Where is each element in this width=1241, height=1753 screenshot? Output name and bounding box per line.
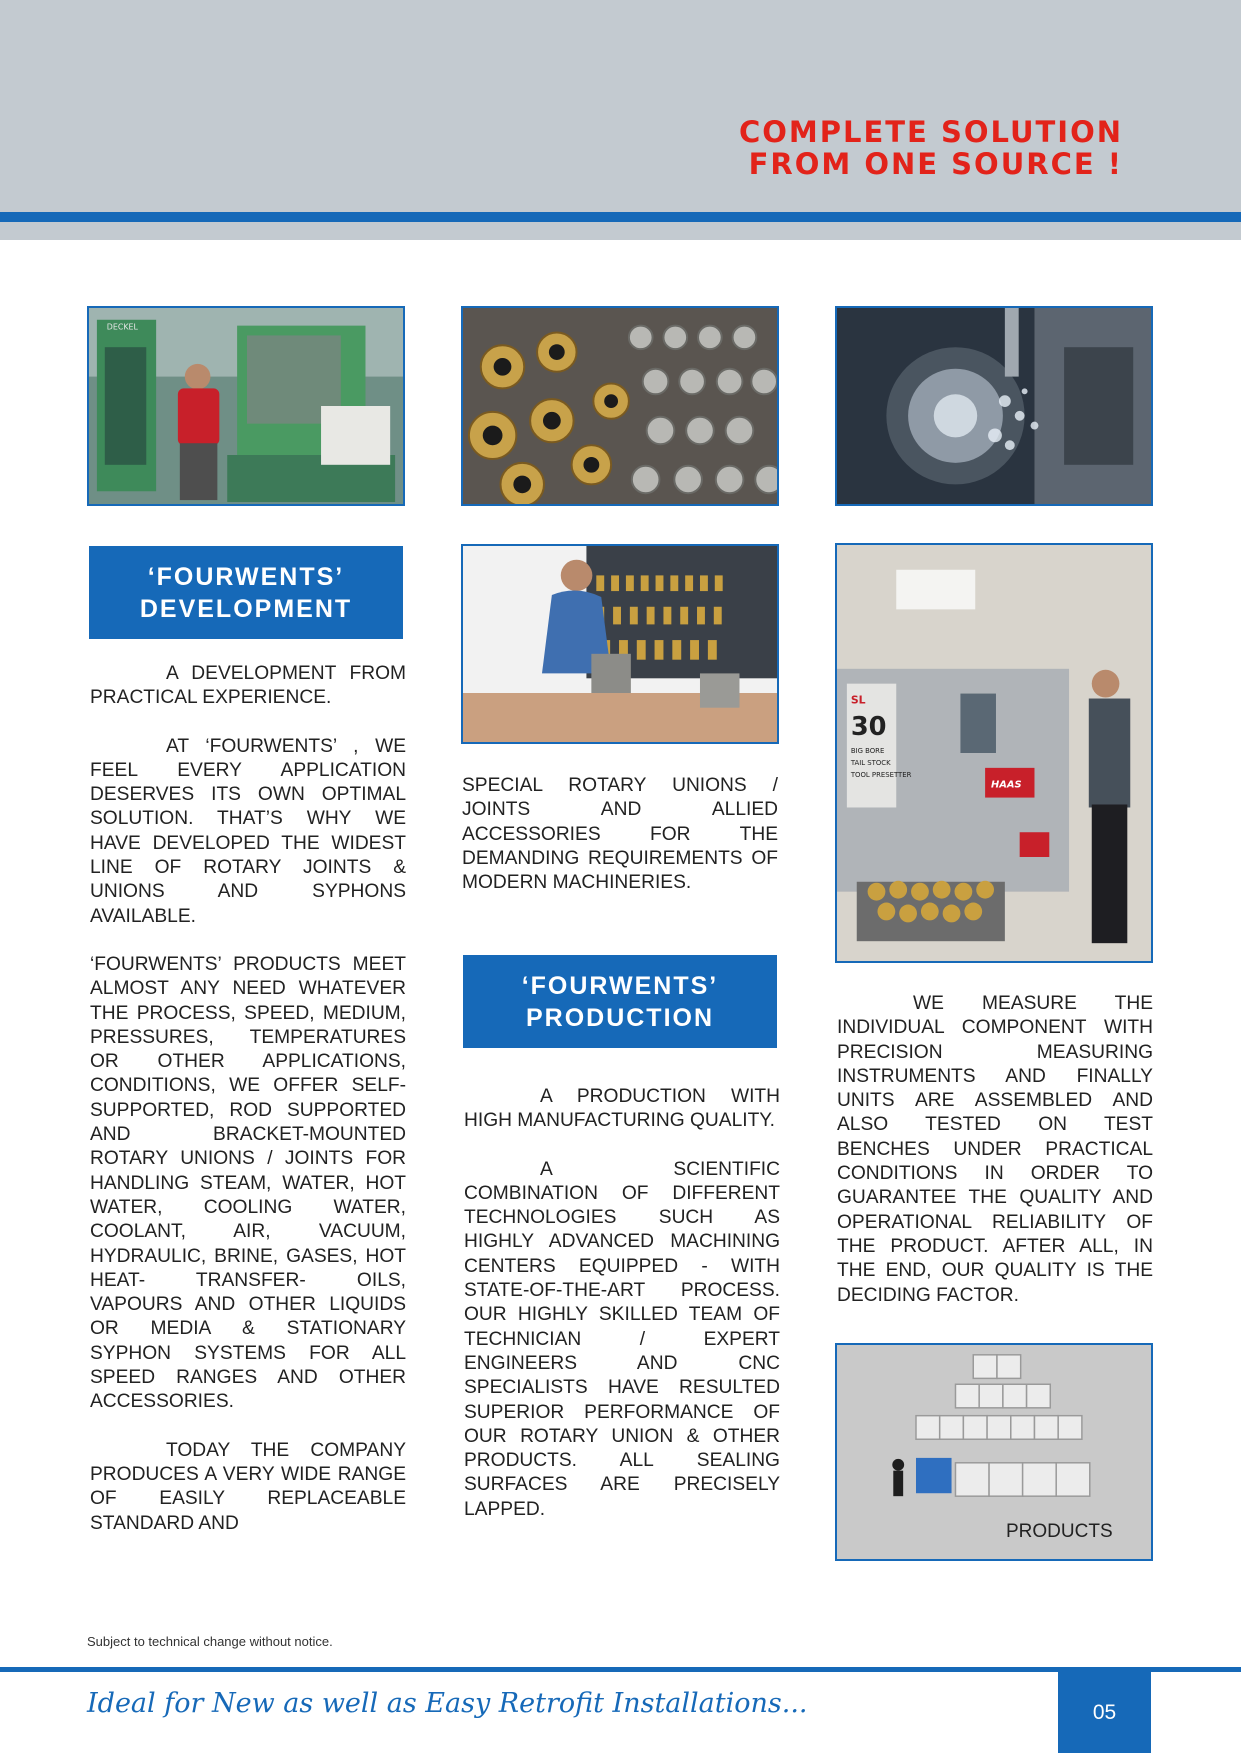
quality-paragraph: WE MEASURE THE INDIVIDUAL COMPONENT WITH PRECISION MEASURING INSTRUMENTS AND FINALLY UNITS ARE ASSEMBLED AND ALSO TESTED ON TEST BENCHES UNDER PRACTICAL CONDITIONS IN ORDER TO GUARANTEE THE QUALITY AND OPERATIONAL RELIABILITY OF THE PRODUCT. AFTER ALL, IN THE END, OUR QUALITY IS THE DECIDING FACTOR. [837, 993, 1153, 1306]
photo-cnc-lathe-operator [835, 543, 1153, 963]
footer-rule [0, 1667, 1241, 1672]
headline [739, 116, 1123, 180]
development-title-box [89, 546, 403, 639]
page-number-box [1058, 1672, 1151, 1753]
production-title-box [463, 955, 777, 1048]
photo-milling-machine-operator [87, 306, 405, 506]
lathe-line-2-text: TAIL STOCK [850, 758, 891, 767]
development-text [90, 662, 406, 1536]
production-text [464, 1085, 780, 1522]
photo-technician-assembling [461, 544, 779, 744]
development-paragraph-4: TODAY THE COMPANY PRODUCES A VERY WIDE RANGE OF EASILY REPLACEABLE STANDARD AND [90, 1439, 406, 1534]
page-number: 05 [1092, 1701, 1117, 1724]
production-title-line-1: ‘FOURWENTS’ [521, 971, 719, 1000]
development-title-line-1: ‘FOURWENTS’ [147, 562, 345, 591]
middle-intro-text [462, 774, 778, 895]
lathe-badge-text: SL [850, 693, 866, 707]
lathe-number-text: 30 [850, 712, 887, 743]
tagline: Ideal for New as well as Easy Retrofit Installations... [87, 1688, 808, 1719]
lathe-line-3-text: TOOL PRESETTER [850, 770, 912, 779]
middle-intro-paragraph: SPECIAL ROTARY UNIONS / JOINTS AND ALLIED ACCESSORIES FOR THE DEMANDING REQUIREMENTS OF MODERN MACHINERIES. [462, 775, 778, 894]
quality-image-label: PRODUCTS [1006, 1521, 1113, 1542]
development-paragraph-2: AT ‘FOURWENTS’ , WE FEEL EVERY APPLICATION DESERVES ITS OWN OPTIMAL SOLUTION. THAT’S WHY WE HAVE DEVELOPED THE WIDEST LINE OF ROTARY JOINTS & UNIONS AND SYPHONS AVAILABLE. [90, 735, 406, 927]
production-paragraph-2: A SCIENTIFIC COMBINATION OF DIFFERENT TECHNOLOGIES SUCH AS HIGHLY ADVANCED MACHINING CENTERS EQUIPPED - WITH STATE-OF-THE-ART PROCESS. OUR HIGHLY SKILLED TEAM OF TECHNICIAN / EXPERT ENGINEERS AND CNC SPECIALISTS HAVE RESULTED SUPERIOR PERFORMANCE OF OUR ROTARY UNION & OTHER PRODUCTS. ALL SEALING SURFACES ARE PRECISELY LAPPED. [464, 1158, 780, 1520]
development-paragraph-1: A DEVELOPMENT FROM PRACTICAL EXPERIENCE. [90, 663, 406, 709]
headline-line-1: COMPLETE SOLUTION [738, 115, 1123, 149]
development-title-line-2: DEVELOPMENT [139, 594, 353, 623]
header-rule [0, 212, 1241, 222]
development-paragraph-3: ‘FOURWENTS’ PRODUCTS MEET ALMOST ANY NEED WHATEVER THE PROCESS, SPEED, MEDIUM, PRESSURES, TEMPERATURES OR OTHER APPLICATIONS, CONDITIONS, WE OFFER SELF-SUPPORTED, ROD SUPPORTED AND BRACKET-MOUNTED ROTARY UNIONS / JOINTS FOR HANDLING STEAM, WATER, HOT WATER, COOLING WATER, COOLANT, AIR, VACUUM, HYDRAULIC, BRINE, GASES, HOT HEAT- TRANSFER- OILS, VAPOURS AND OTHER LIQUIDS OR MEDIA & STATIONARY SYPHON SYSTEMS FOR ALL SPEED RANGES AND OTHER ACCESSORIES. [90, 953, 406, 1413]
photo-brass-components [461, 306, 779, 506]
machine-brand-text: DECKEL [106, 322, 138, 332]
photo-cnc-coolant-spray [835, 306, 1153, 506]
lathe-logo-text: HAAS [991, 779, 1022, 791]
lathe-line-1-text: BIG BORE [850, 746, 885, 756]
production-title-line-2: PRODUCTION [525, 1003, 715, 1032]
footnote: Subject to technical change without notice. [87, 1634, 333, 1649]
quality-text [837, 992, 1153, 1308]
production-paragraph-1: A PRODUCTION WITH HIGH MANUFACTURING QUALITY. [464, 1086, 780, 1132]
headline-line-2: FROM ONE SOURCE ! [748, 147, 1123, 181]
